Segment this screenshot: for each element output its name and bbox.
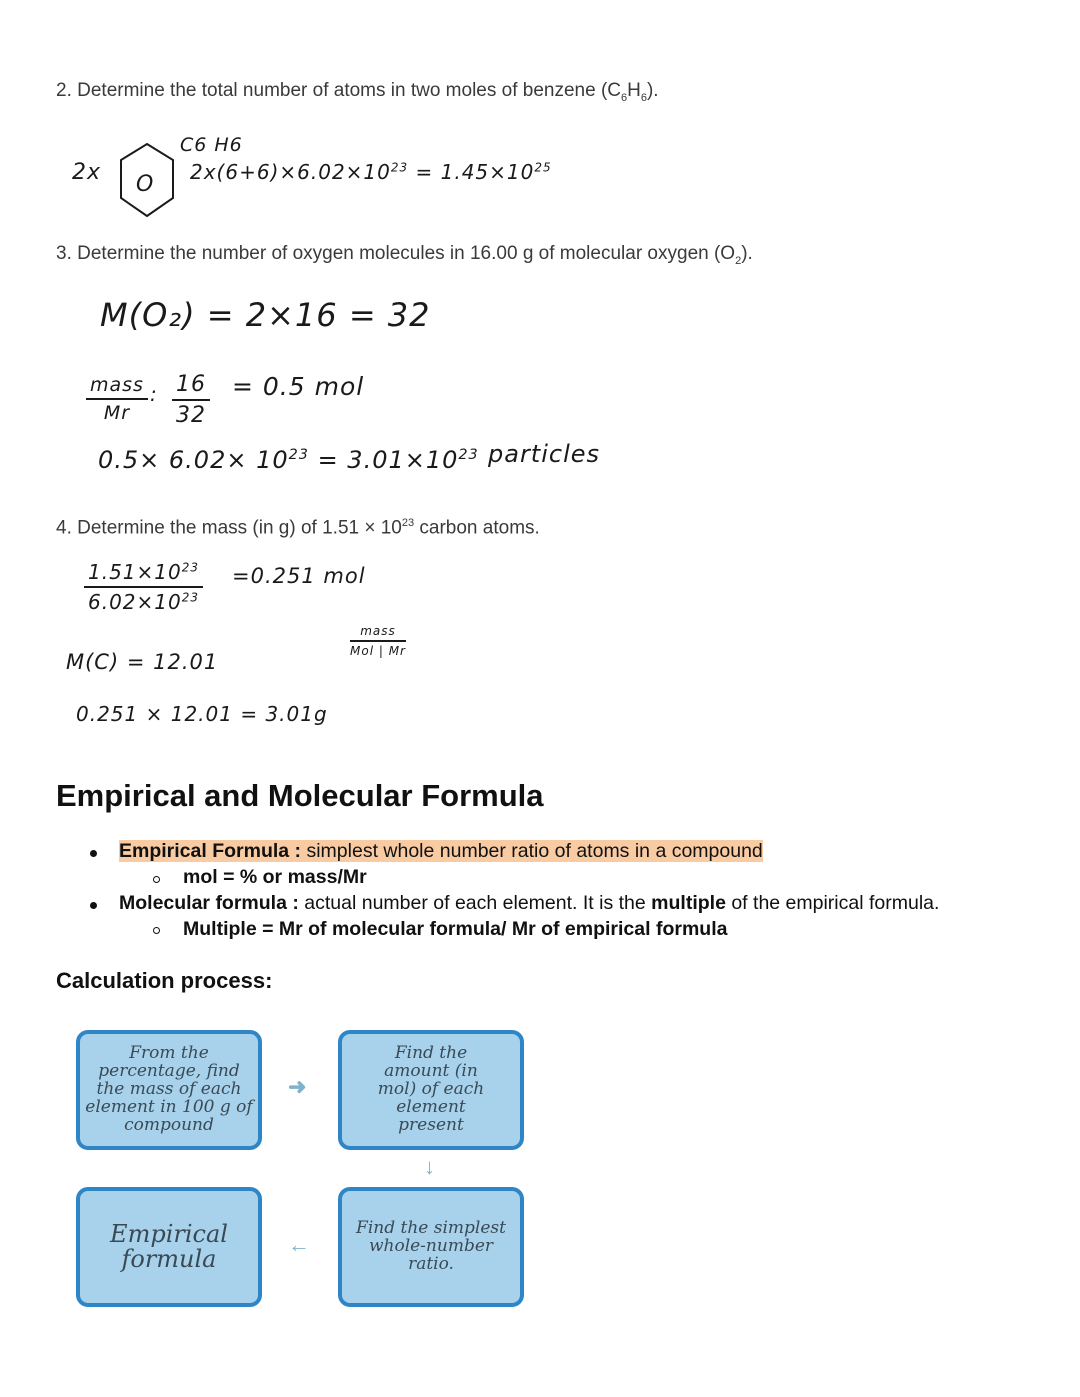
flow-box-percentage: From the percentage, find the mass of each element in 100 g of compound [76,1030,262,1150]
question-2: 2. Determine the total number of atoms in two moles of benzene $(C_6H_6)$. [56,80,659,104]
sub-bullet-ring [153,876,160,883]
flow-box-amount: Find the amount (in mol) of each element present [338,1030,524,1150]
q2-multiplier: 2x [72,160,102,185]
q3-moles: = 0.5 mol [232,372,365,401]
question-4: 4. Determine the mass (in g) of $1.51 \times 10^{23}$ carbon atoms. [56,517,540,539]
q3-particles-calc: $0.5\times 6.02\times 10^{23} = 3.01\times 10^{23}$ [98,446,479,474]
sub-bullet-ring [153,927,160,934]
q4-final-mass: 0.251 × 12.01 = 3.01g [76,702,328,726]
q3-particles-label: particles [488,440,601,468]
question-3: 3. Determine the number of oxygen molecules in 16.00 g of molecular oxygen $(O_2)$. [56,243,753,267]
arrow-right-icon: ➜ [288,1074,307,1099]
q4-fraction: $\frac{1.51\times 10^{23}}{6.02\times 10^{23}}$ [84,560,203,614]
bullet-molecular: Molecular formula : actual number of each element. It is the multiple of the empirical formula. [119,892,940,914]
benzene-center-label: O [136,172,155,197]
sub-bullet-mol: mol = % or mass/Mr [183,866,367,888]
arrow-left-icon: ← [288,1232,310,1257]
flow-box-empirical: Empirical formula [76,1187,262,1307]
q2-calculation: $2x(6+6)\times 6.02\times 10^{23} = 1.45\times 10^{25}$ [190,160,552,184]
arrow-down-icon: ↓ [424,1154,435,1179]
bullet-empirical: Empirical Formula : simplest whole number ratio of atoms in a compound [119,840,763,862]
q3-colon: : [150,382,158,406]
bullet-dot [90,850,97,857]
q4-mass-triangle: mass Mol | Mr [350,624,406,658]
process-title: Calculation process: [56,968,273,993]
q3-fraction: $\frac{16}{32}$ [172,372,210,428]
q4-molar-mass: M(C) = 12.01 [66,650,219,674]
q3-molar-mass: M(O₂) = 2×16 = 32 [100,296,431,334]
sub-bullet-multiple: Multiple = Mr of molecular formula/ Mr of empirical formula [183,918,728,940]
q2-formula: C6 H6 [180,134,243,156]
flow-box-ratio: Find the simplest whole-number ratio. [338,1187,524,1307]
bullet-dot [90,902,97,909]
q3-mass-over-mr: mass Mr [86,374,148,424]
q4-moles: =0.251 mol [232,564,366,588]
section-title: Empirical and Molecular Formula [56,778,544,813]
